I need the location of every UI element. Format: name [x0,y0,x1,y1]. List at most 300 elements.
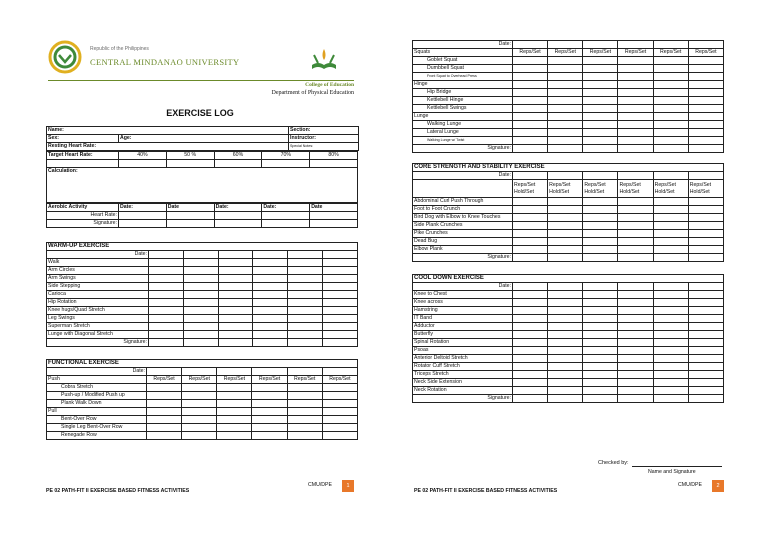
log-cell[interactable] [323,323,358,331]
log-cell[interactable] [548,121,583,129]
log-cell[interactable] [513,371,548,379]
log-cell[interactable] [513,65,548,73]
log-cell[interactable] [287,392,322,400]
log-cell[interactable] [513,129,548,137]
log-cell[interactable] [149,323,184,331]
log-cell[interactable] [323,299,358,307]
log-cell[interactable] [322,416,357,424]
log-cell[interactable] [688,89,723,97]
log-cell[interactable] [583,238,618,246]
log-cell[interactable] [548,323,583,331]
log-cell[interactable] [253,275,288,283]
log-cell[interactable] [618,89,653,97]
log-cell[interactable] [252,424,287,432]
log-cell[interactable] [217,416,252,424]
log-cell[interactable] [513,323,548,331]
log-cell[interactable] [252,416,287,424]
log-cell[interactable] [583,230,618,238]
log-cell[interactable] [653,222,688,230]
log-cell[interactable] [288,267,323,275]
log-cell[interactable] [653,299,688,307]
log-cell[interactable] [253,331,288,339]
log-cell[interactable] [688,331,723,339]
log-cell[interactable] [513,230,548,238]
table-row [47,291,358,299]
log-cell[interactable] [287,432,322,440]
log-cell[interactable] [287,424,322,432]
log-cell[interactable] [583,307,618,315]
log-cell[interactable] [583,65,618,73]
log-cell[interactable] [322,432,357,440]
log-cell[interactable] [217,400,252,408]
log-cell[interactable] [583,379,618,387]
pct-70: 70% [262,152,310,160]
log-cell[interactable] [688,97,723,105]
log-cell[interactable] [513,238,548,246]
log-cell[interactable] [618,307,653,315]
log-cell[interactable] [618,214,653,222]
aerobic-signature-label: Signature: [47,220,119,228]
log-cell[interactable] [323,291,358,299]
log-cell[interactable] [253,283,288,291]
exercise-label: Kettlebell Swings [413,105,513,113]
table-row [47,400,358,408]
log-cell[interactable] [513,347,548,355]
log-cell[interactable] [288,307,323,315]
log-cell[interactable] [513,291,548,299]
log-cell[interactable] [548,206,583,214]
log-cell[interactable] [653,73,688,81]
log-cell[interactable] [618,137,653,145]
log-cell[interactable] [218,291,253,299]
log-cell[interactable] [688,347,723,355]
log-cell[interactable] [548,222,583,230]
log-cell[interactable] [548,355,583,363]
log-cell[interactable] [583,355,618,363]
log-cell[interactable] [288,331,323,339]
log-cell[interactable] [218,307,253,315]
log-cell[interactable] [548,57,583,65]
log-cell[interactable] [618,371,653,379]
log-cell[interactable] [618,315,653,323]
exercise-label: Carioca [47,291,149,299]
log-cell[interactable] [583,291,618,299]
log-cell[interactable] [653,371,688,379]
log-cell[interactable] [183,331,218,339]
log-cell[interactable] [252,384,287,392]
log-cell[interactable] [618,105,653,113]
functional-date-label: Date: [47,368,147,376]
log-cell[interactable] [653,363,688,371]
log-cell[interactable] [618,379,653,387]
log-cell[interactable] [182,400,217,408]
log-cell[interactable] [688,323,723,331]
log-cell[interactable] [288,323,323,331]
log-cell[interactable] [653,238,688,246]
log-cell[interactable] [548,73,583,81]
log-cell[interactable] [618,323,653,331]
log-cell[interactable] [548,339,583,347]
log-cell[interactable] [548,230,583,238]
log-cell[interactable] [688,57,723,65]
log-cell[interactable] [583,89,618,97]
log-cell[interactable] [688,363,723,371]
exercise-label: Triceps Stretch [413,371,513,379]
log-cell[interactable] [513,355,548,363]
log-cell[interactable] [548,315,583,323]
log-cell[interactable] [513,121,548,129]
log-cell[interactable] [618,339,653,347]
log-cell[interactable] [618,73,653,81]
log-cell[interactable] [548,291,583,299]
log-cell[interactable] [548,65,583,73]
log-cell[interactable] [149,267,184,275]
log-cell[interactable] [513,246,548,254]
log-cell[interactable] [218,283,253,291]
log-cell[interactable] [253,323,288,331]
reps-hold-header: Reps/Set Hold/Set [583,180,618,198]
exercise-label: Arm Swings [47,275,149,283]
exercise-label: Knee hugs/Quad Stretch [47,307,149,315]
log-cell[interactable] [653,198,688,206]
log-cell[interactable] [149,291,184,299]
log-cell[interactable] [688,238,723,246]
log-cell[interactable] [548,105,583,113]
log-cell[interactable] [653,129,688,137]
log-cell[interactable] [688,355,723,363]
log-cell[interactable] [653,105,688,113]
log-cell[interactable] [149,275,184,283]
log-cell[interactable] [688,121,723,129]
log-cell[interactable] [513,105,548,113]
log-cell[interactable] [252,400,287,408]
log-cell[interactable] [688,379,723,387]
log-cell[interactable] [583,129,618,137]
log-cell[interactable] [548,387,583,395]
log-cell[interactable] [653,347,688,355]
log-cell[interactable] [688,137,723,145]
log-cell[interactable] [183,315,218,323]
log-cell[interactable] [618,97,653,105]
exercise-label: Goblet Squat [413,57,513,65]
log-cell[interactable] [548,363,583,371]
log-cell[interactable] [548,371,583,379]
log-cell[interactable] [322,400,357,408]
log-cell[interactable] [253,267,288,275]
page-title: EXERCISE LOG [166,108,234,118]
log-cell[interactable] [287,400,322,408]
log-cell[interactable] [322,424,357,432]
instructor-label: Instructor: [289,135,359,143]
cooldown-table [412,274,724,403]
log-cell[interactable] [688,198,723,206]
log-cell[interactable] [653,206,688,214]
log-cell[interactable] [583,347,618,355]
log-cell[interactable] [618,363,653,371]
log-cell[interactable] [583,363,618,371]
log-cell[interactable] [288,283,323,291]
log-cell[interactable] [688,246,723,254]
log-cell[interactable] [513,73,548,81]
log-cell[interactable] [217,392,252,400]
log-cell[interactable] [618,129,653,137]
log-cell[interactable] [147,384,182,392]
log-cell[interactable] [183,299,218,307]
log-cell[interactable] [183,307,218,315]
functional-title: FUNCTIONAL EXERCISE [47,360,358,368]
log-cell[interactable] [513,198,548,206]
log-cell[interactable] [583,121,618,129]
log-cell[interactable] [513,331,548,339]
log-cell[interactable] [688,339,723,347]
log-cell[interactable] [583,323,618,331]
log-cell[interactable] [287,416,322,424]
log-cell[interactable] [323,283,358,291]
log-cell[interactable] [513,379,548,387]
log-cell[interactable] [218,299,253,307]
log-cell[interactable] [183,283,218,291]
log-cell[interactable] [688,129,723,137]
reps-header: Reps/Set [147,376,182,384]
log-cell[interactable] [147,432,182,440]
log-cell[interactable] [548,307,583,315]
log-cell[interactable] [548,347,583,355]
footer-course-2: PE 02 PATH-FIT II EXERCISE BASED FITNESS ACTIVITIES [414,488,558,494]
log-cell[interactable] [322,384,357,392]
log-cell[interactable] [688,73,723,81]
log-cell[interactable] [653,246,688,254]
log-cell[interactable] [513,137,548,145]
log-cell[interactable] [183,291,218,299]
log-cell[interactable] [688,65,723,73]
log-cell[interactable] [323,331,358,339]
log-cell[interactable] [653,355,688,363]
log-cell[interactable] [618,299,653,307]
log-cell[interactable] [182,424,217,432]
log-cell[interactable] [218,323,253,331]
log-cell[interactable] [688,214,723,222]
log-cell[interactable] [149,315,184,323]
log-cell[interactable] [182,432,217,440]
heart-rate-label: Heart Rate: [47,212,119,220]
log-cell[interactable] [653,137,688,145]
log-cell[interactable] [653,121,688,129]
log-cell[interactable] [583,222,618,230]
log-cell[interactable] [548,214,583,222]
log-cell[interactable] [583,105,618,113]
log-cell[interactable] [583,198,618,206]
log-cell[interactable] [653,214,688,222]
log-cell[interactable] [513,214,548,222]
log-cell[interactable] [618,387,653,395]
log-cell[interactable] [688,307,723,315]
log-cell[interactable] [218,331,253,339]
log-cell[interactable] [653,331,688,339]
log-cell[interactable] [288,275,323,283]
log-cell[interactable] [513,89,548,97]
log-cell[interactable] [149,331,184,339]
log-cell[interactable] [618,222,653,230]
log-cell[interactable] [323,275,358,283]
log-cell[interactable] [548,299,583,307]
log-cell[interactable] [147,416,182,424]
log-cell[interactable] [618,206,653,214]
log-cell[interactable] [513,339,548,347]
log-cell[interactable] [287,384,322,392]
log-cell[interactable] [288,299,323,307]
aerobic-date-5: Date [310,204,358,212]
log-cell[interactable] [513,387,548,395]
log-cell[interactable] [288,291,323,299]
log-cell[interactable] [322,392,357,400]
log-cell[interactable] [653,97,688,105]
log-cell[interactable] [653,291,688,299]
log-cell[interactable] [548,129,583,137]
log-cell[interactable] [288,259,323,267]
page-number-2: 2 [712,480,724,492]
log-cell[interactable] [653,89,688,97]
log-cell[interactable] [653,65,688,73]
log-cell[interactable] [252,392,287,400]
log-cell[interactable] [688,222,723,230]
log-cell[interactable] [513,363,548,371]
log-cell[interactable] [618,355,653,363]
log-cell[interactable] [253,307,288,315]
log-cell[interactable] [618,238,653,246]
exercise-label: Pike Crunches [413,230,513,238]
log-cell[interactable] [653,57,688,65]
log-cell[interactable] [548,97,583,105]
log-cell[interactable] [583,339,618,347]
log-cell[interactable] [583,206,618,214]
log-cell[interactable] [653,339,688,347]
log-cell[interactable] [182,416,217,424]
department-name: Department of Physical Education [271,90,354,96]
log-cell[interactable] [513,57,548,65]
log-cell[interactable] [548,379,583,387]
log-cell[interactable] [217,384,252,392]
exercise-label: Neck Side Extension [413,379,513,387]
log-cell[interactable] [653,323,688,331]
log-cell[interactable] [688,371,723,379]
log-cell[interactable] [583,57,618,65]
log-cell[interactable] [618,347,653,355]
log-cell[interactable] [513,299,548,307]
log-cell[interactable] [548,137,583,145]
log-cell[interactable] [653,307,688,315]
log-cell[interactable] [653,387,688,395]
log-cell[interactable] [583,246,618,254]
table-row [413,73,724,81]
log-cell[interactable] [513,307,548,315]
log-cell[interactable] [548,238,583,246]
log-cell[interactable] [618,291,653,299]
log-cell[interactable] [583,371,618,379]
log-cell[interactable] [217,432,252,440]
log-cell[interactable] [618,57,653,65]
log-cell[interactable] [583,299,618,307]
log-cell[interactable] [253,299,288,307]
core-date-label: Date: [413,172,513,180]
log-cell[interactable] [618,331,653,339]
pct-60: 60% [214,152,262,160]
resting-hr-label: Resting Heart Rate: [47,143,289,151]
log-cell[interactable] [217,424,252,432]
log-cell[interactable] [618,121,653,129]
log-cell[interactable] [583,214,618,222]
log-cell[interactable] [218,275,253,283]
log-cell[interactable] [688,387,723,395]
log-cell[interactable] [147,392,182,400]
log-cell[interactable] [513,315,548,323]
log-cell[interactable] [149,283,184,291]
log-cell[interactable] [513,206,548,214]
log-cell[interactable] [182,392,217,400]
log-cell[interactable] [688,291,723,299]
log-cell[interactable] [288,315,323,323]
log-cell[interactable] [323,259,358,267]
log-cell[interactable] [688,105,723,113]
log-cell[interactable] [183,275,218,283]
log-cell[interactable] [548,331,583,339]
log-cell[interactable] [583,73,618,81]
log-cell[interactable] [513,222,548,230]
log-cell[interactable] [618,230,653,238]
log-cell[interactable] [182,384,217,392]
log-cell[interactable] [183,267,218,275]
log-cell[interactable] [653,315,688,323]
log-cell[interactable] [323,267,358,275]
log-cell[interactable] [653,230,688,238]
log-cell[interactable] [218,315,253,323]
log-cell[interactable] [548,198,583,206]
log-cell[interactable] [618,65,653,73]
log-cell[interactable] [548,246,583,254]
log-cell[interactable] [323,307,358,315]
log-cell[interactable] [583,97,618,105]
log-cell[interactable] [688,315,723,323]
log-cell[interactable] [253,291,288,299]
exercise-label: Anterior Deltoid Stretch [413,355,513,363]
log-cell[interactable] [688,299,723,307]
log-cell[interactable] [252,432,287,440]
log-cell[interactable] [253,259,288,267]
log-cell[interactable] [253,315,288,323]
log-cell[interactable] [618,198,653,206]
log-cell[interactable] [688,206,723,214]
log-cell[interactable] [149,299,184,307]
log-cell[interactable] [218,259,253,267]
log-cell[interactable] [149,259,184,267]
log-cell[interactable] [218,267,253,275]
log-cell[interactable] [183,259,218,267]
log-cell[interactable] [688,230,723,238]
log-cell[interactable] [583,315,618,323]
log-cell[interactable] [653,379,688,387]
log-cell[interactable] [583,387,618,395]
log-cell[interactable] [583,331,618,339]
log-cell[interactable] [323,315,358,323]
log-cell[interactable] [583,137,618,145]
log-cell[interactable] [147,424,182,432]
log-cell[interactable] [149,307,184,315]
log-cell[interactable] [147,400,182,408]
exercise-label: Front Squat to Overhead Press [413,73,513,81]
log-cell[interactable] [618,246,653,254]
log-cell[interactable] [513,97,548,105]
log-cell[interactable] [548,89,583,97]
log-cell[interactable] [183,323,218,331]
